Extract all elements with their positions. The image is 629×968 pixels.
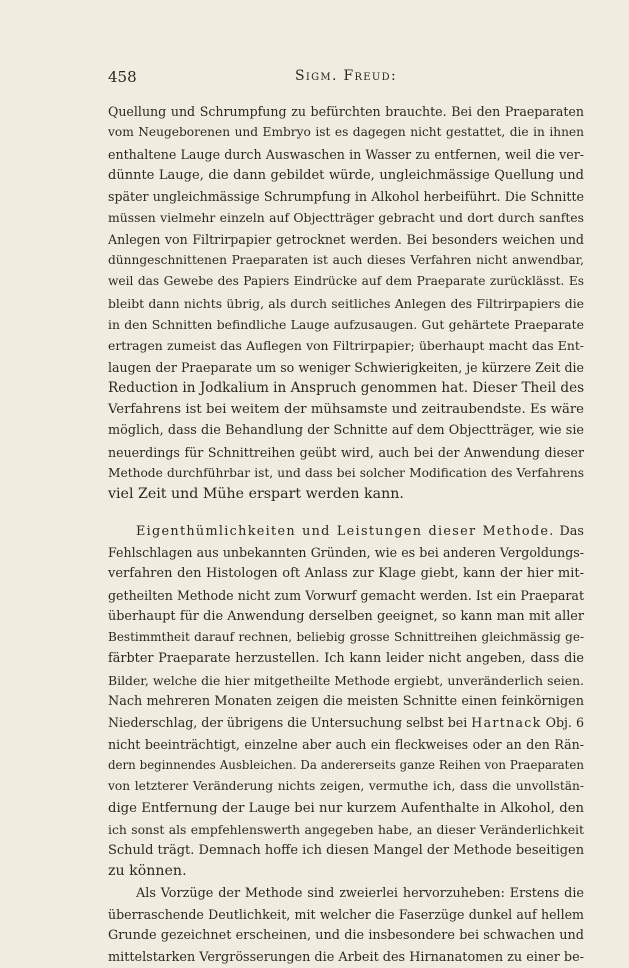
text-line: mittelstarken Vergrösserungen die Arbeit des Hirnanatomen zu einer be- <box>108 949 584 965</box>
text-line: Nach mehreren Monaten zeigen die meisten Schnitte einen feinkörnigen <box>108 694 584 710</box>
text-line: enthaltene Lauge durch Auswaschen in Wasser zu entfernen, weil die ver- <box>108 146 584 162</box>
text-line: Fehlschlagen aus unbekannten Gründen, wie es bei anderen Vergoldungs- <box>108 544 584 560</box>
text-line: Grunde gezeichnet erscheinen, und die insbesondere bei schwachen und <box>108 928 584 944</box>
text-line: Verfahrens ist bei weitem der mühsamste und zeitraubendste. Es wäre <box>108 402 584 418</box>
text-line: Bestimmtheit darauf rechnen, beliebig grosse Schnittreihen gleichmässig ge- <box>108 630 584 645</box>
text-line: Eigenthümlichkeiten und Leistungen dieser Methode. Das <box>136 523 584 539</box>
text-line: Anlegen von Filtrirpapier getrocknet werden. Bei besonders weichen und <box>108 231 584 247</box>
text-line: viel Zeit und Mühe erspart werden kann. <box>108 486 404 503</box>
text-line: dünngeschnittenen Praeparaten ist auch dieses Verfahren nicht anwendbar, <box>108 253 584 268</box>
text-line: zu können. <box>108 863 187 880</box>
text-line: bleibt dann nichts übrig, als durch seitliches Anlegen des Filtrirpapiers die <box>108 295 584 311</box>
text-line: ertragen zumeist das Auflegen von Filtrirpapier; überhaupt macht das Ent- <box>108 338 584 354</box>
author-name: Hartnack <box>471 715 542 731</box>
text-line: später ungleichmässige Schrumpfung in Alkohol herbeiführt. Die Schnitte <box>108 189 584 205</box>
text-line: Bilder, welche die hier mitgetheilte Methode ergiebt, unveränderlich seien. <box>108 672 584 688</box>
text-line: dern beginnendes Ausbleichen. Da andererseits ganze Reihen von Praeparaten <box>108 757 584 772</box>
text-line: nicht beeinträchtigt, einzelne aber auch ein fleckweises oder an den Rän- <box>108 736 584 752</box>
text-line: Als Vorzüge der Methode sind zweierlei hervorzuheben: Erstens die <box>136 885 584 901</box>
text-line: ich sonst als empfehlenswerth angegeben habe, an dieser Veränderlichkeit <box>108 821 584 837</box>
text-line: dige Entfernung der Lauge bei nur kurzem Aufenthalte in Alkohol, den <box>108 800 584 816</box>
page-body <box>108 101 584 968</box>
paragraph-1 <box>108 101 584 506</box>
text-line: laugen der Praeparate um so weniger Schwierigkeiten, je kürzere Zeit die <box>108 359 584 375</box>
text-line: getheilten Methode nicht zum Vorwurf gemacht werden. Ist ein Praeparat <box>108 587 584 603</box>
text-line: in den Schnitten befindliche Lauge aufzusaugen. Gut gehärtete Praeparate <box>108 316 584 332</box>
paragraph-3 <box>108 883 584 968</box>
page-number: 458 <box>108 68 137 86</box>
running-title: Sigm. Freud: <box>295 68 397 84</box>
text-line: überhaupt für die Anwendung derselben geeignet, so kann man mit aller <box>108 608 584 624</box>
text-line: möglich, dass die Behandlung der Schnitte auf dem Objectträger, wie sie <box>108 423 584 439</box>
text-line: Niederschlag, der übrigens die Untersuchung selbst bei Hartnack Obj. 6 <box>108 715 584 731</box>
text-line: von letzterer Veränderung nichts zeigen, vermuthe ich, dass die unvollstän- <box>108 779 584 794</box>
text-line: Methode durchführbar ist, und dass bei solcher Modification des Verfahrens <box>108 466 584 481</box>
text-line: weil das Gewebe des Papiers Eindrücke auf dem Praeparate zurücklässt. Es <box>108 274 584 289</box>
text-line: Quellung und Schrumpfung zu befürchten brauchte. Bei den Praeparaten <box>108 104 584 119</box>
text-line: dünnte Lauge, die dann gebildet würde, ungleichmässige Quellung und <box>108 167 584 183</box>
text-line: färbter Praeparate herzustellen. Ich kann leider nicht angeben, dass die <box>108 651 584 667</box>
text-line: überraschende Deutlichkeit, mit welcher die Faserzüge dunkel auf hellem <box>108 906 584 922</box>
text-line: neuerdings für Schnittreihen geübt wird, auch bei der Anwendung dieser <box>108 444 584 460</box>
text-line: Schuld trägt. Demnach hoffe ich diesen Mangel der Methode beseitigen <box>108 843 585 859</box>
page-header <box>108 68 584 88</box>
text-line: müssen vielmehr einzeln auf Objectträger gebracht und dort durch sanftes <box>108 210 584 226</box>
section-heading: Eigenthümlichkeiten und Leistungen dieser Methode. <box>136 523 555 539</box>
text-line: vom Neugeborenen und Embryo ist es dagegen nicht gestattet, die in ihnen <box>108 125 584 140</box>
paragraph-2 <box>108 521 584 883</box>
text-line: verfahren den Histologen oft Anlass zur Klage giebt, kann der hier mit- <box>108 566 584 582</box>
text-line: Reduction in Jodkalium in Anspruch genommen hat. Dieser Theil des <box>108 379 585 396</box>
